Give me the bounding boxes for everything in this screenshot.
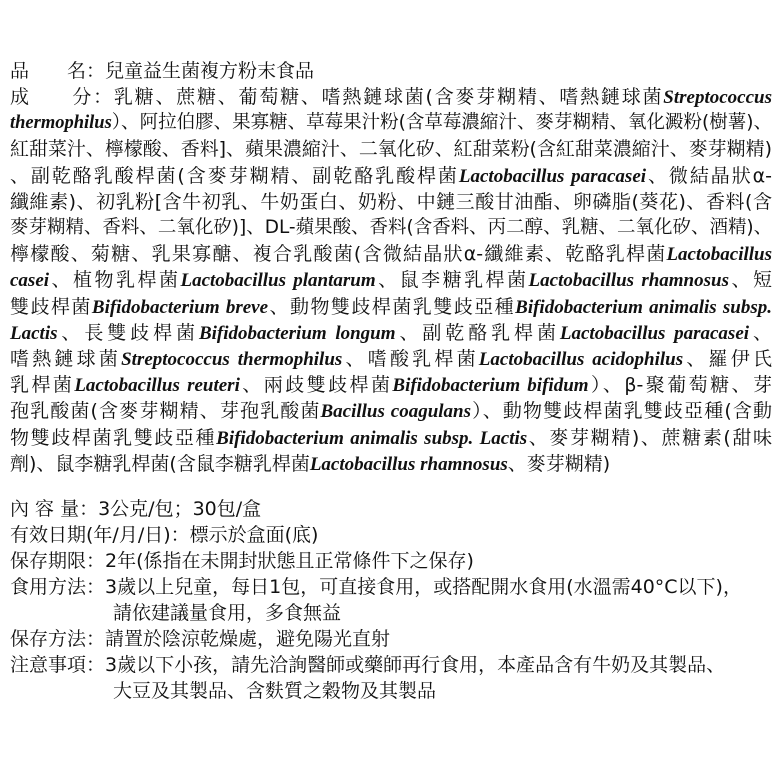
ingredients-text: 檸檬酸、菊糖、乳果寡醣、複合乳酸菌(含微結晶狀α-纖維素、乾酪乳桿菌: [10, 243, 667, 266]
ingredients-line: [10, 425, 772, 452]
scientific-name: Bacillus coagulans: [320, 401, 472, 423]
ingredients-line: [10, 451, 772, 478]
expiry-value: 標示於盒面(底): [189, 524, 319, 546]
ingredients-text: 、副乾酪乳酸桿菌(含麥芽糊精、副乾酪乳酸桿菌: [10, 164, 459, 187]
scientific-name: Streptococcus: [663, 87, 772, 108]
scientific-name: Lactobacillus paracasei: [559, 322, 750, 344]
scientific-name: Lactobacillus paracasei: [458, 165, 647, 187]
storage-row: [10, 626, 780, 652]
ingredients-text: 劑)、鼠李糖乳桿菌(含鼠李糖乳桿菌: [10, 452, 310, 475]
ingredients-line: [10, 215, 772, 241]
ingredients-text: 乳糖、蔗糖、葡萄糖、嗜熱鏈球菌(含麥芽糊精、嗜熱鏈球菌: [113, 86, 664, 108]
ingredients-text: 、鼠李糖乳桿菌: [375, 269, 529, 292]
ingredients-line: [10, 294, 772, 321]
ingredients-text: 、麥芽糊精)、蔗糖素(甜味: [527, 426, 772, 449]
shelf-life-value: 2年(係指在未開封狀態且正常條件下之保存): [105, 550, 474, 572]
ingredients-line: [10, 398, 772, 425]
ingredients-text: 、短: [728, 269, 772, 292]
ingredients-line: [10, 110, 772, 136]
notes-row: [10, 652, 780, 678]
ingredients-text: 、植物乳桿菌: [49, 269, 181, 292]
ingredients-text: 、羅伊氏: [683, 348, 772, 370]
content-label: 內 容 量：: [10, 498, 99, 520]
expiry-row: [10, 522, 780, 548]
ingredients-text: 、麥芽糊精): [507, 452, 611, 475]
ingredients-line: [10, 163, 772, 190]
ingredients-text: ）、阿拉伯膠、果寡糖、草莓果汁粉(含草莓濃縮汁、麥芽糊精、氧化澱粉(樹薯)、: [111, 112, 772, 134]
usage-label: 食用方法：: [10, 576, 106, 598]
notes-label: 注意事項：: [10, 654, 106, 676]
ingredients-text: 、長雙歧桿菌: [57, 321, 199, 344]
ingredients-line: [10, 241, 772, 268]
ingredients-line: [10, 136, 772, 162]
ingredients-text: 、微結晶狀α-: [646, 164, 773, 187]
product-name-value: 兒童益生菌複方粉末食品: [105, 60, 315, 82]
scientific-name: Bifidobacterium animalis subsp.: [515, 296, 772, 318]
product-name-label: 品 名：: [10, 60, 106, 82]
ingredients-text: ）、β-聚葡萄糖、芽: [588, 374, 772, 397]
ingredients-text: 、副乾酪乳桿菌: [395, 321, 560, 344]
usage-line-1: 3歲以上兒童，每日1包，可直接食用，或搭配開水食用(水溫需40°C以下)，: [105, 576, 742, 598]
scientific-name: Lactobacillus plantarum: [180, 270, 376, 292]
storage-label: 保存方法：: [10, 628, 106, 650]
ingredients-text: 乳桿菌: [10, 374, 75, 397]
ingredients-line: [10, 346, 772, 373]
storage-value: 請置於陰涼乾燥處，避免陽光直射: [105, 628, 391, 650]
scientific-name: Lactobacillus reuteri: [74, 375, 240, 397]
scientific-name: Lactobacillus acidophilus: [478, 349, 684, 370]
scientific-name: Lactobacillus: [666, 244, 772, 266]
ingredients-label: 成 分：: [10, 86, 114, 108]
ingredients-line: [10, 267, 772, 294]
notes-line-2: 大豆及其製品、含麩質之穀物及其製品: [113, 680, 437, 702]
usage-line-2: 請依建議量食用，多食無益: [113, 602, 342, 624]
ingredients-text: 、兩歧雙歧桿菌: [239, 374, 393, 397]
ingredients-text: 、動物雙歧桿菌乳雙歧亞種: [268, 295, 516, 318]
scientific-name: thermophilus: [10, 113, 112, 134]
ingredients-line: [10, 372, 772, 399]
ingredients-text: 物雙歧桿菌乳雙歧亞種: [10, 426, 217, 449]
ingredients-line: [10, 189, 772, 215]
ingredients-text: 嗜熱鏈球菌: [10, 348, 122, 370]
ingredients-text: 雙歧桿菌: [10, 295, 92, 318]
ingredients-text: 孢乳酸菌(含麥芽糊精、芽孢乳酸菌: [10, 400, 321, 423]
ingredients-text: ）、動物雙歧桿菌乳雙歧亞種(含動: [471, 400, 772, 423]
shelf-life-row: [10, 548, 780, 574]
scientific-name: Lactobacillus rhamnosus: [309, 453, 508, 475]
scientific-name: Bifidobacterium bifidum: [392, 375, 589, 397]
ingredients-text: 麥芽糊精、香料、二氧化矽)]、DL-蘋果酸、香料(含香料、丙二醇、乳糖、二氧化矽、酒精)、: [10, 217, 773, 238]
notes-line-1: 3歲以下小孩，請先洽詢醫師或藥師再行食用，本產品含有牛奶及其製品、: [105, 654, 726, 676]
scientific-name: Bifidobacterium breve: [91, 296, 269, 318]
ingredients-line: [10, 84, 772, 111]
scientific-name: casei: [10, 270, 50, 292]
scientific-name: Streptococcus thermophilus: [121, 349, 343, 370]
scientific-name: Bifidobacterium animalis subsp. Lactis: [216, 427, 528, 449]
content-value: 3公克/包；30包/盒: [98, 498, 262, 520]
content-row: [10, 496, 780, 522]
scientific-name: Lactobacillus rhamnosus: [528, 270, 729, 292]
product-name-row: [10, 58, 780, 84]
scientific-name: Lactis: [10, 322, 58, 344]
shelf-life-label: 保存期限：: [10, 550, 106, 572]
ingredients-text: 、: [749, 321, 772, 344]
ingredients-line: [10, 320, 772, 347]
scientific-name: Bifidobacterium longum: [198, 322, 396, 344]
ingredients-text: 、嗜酸乳桿菌: [342, 348, 479, 370]
ingredients-text: 紅甜菜汁、檸檬酸、香料]、蘋果濃縮汁、二氧化矽、紅甜菜粉(含紅甜菜濃縮汁、麥芽糊精): [10, 138, 772, 161]
ingredients-text: 纖維素)、初乳粉[含牛初乳、牛奶蛋白、奶粉、中鏈三酸甘油酯、卵磷脂(葵花)、香料(含: [10, 190, 772, 213]
usage-row: [10, 574, 780, 600]
expiry-label: 有效日期(年/月/日)：: [10, 524, 190, 546]
